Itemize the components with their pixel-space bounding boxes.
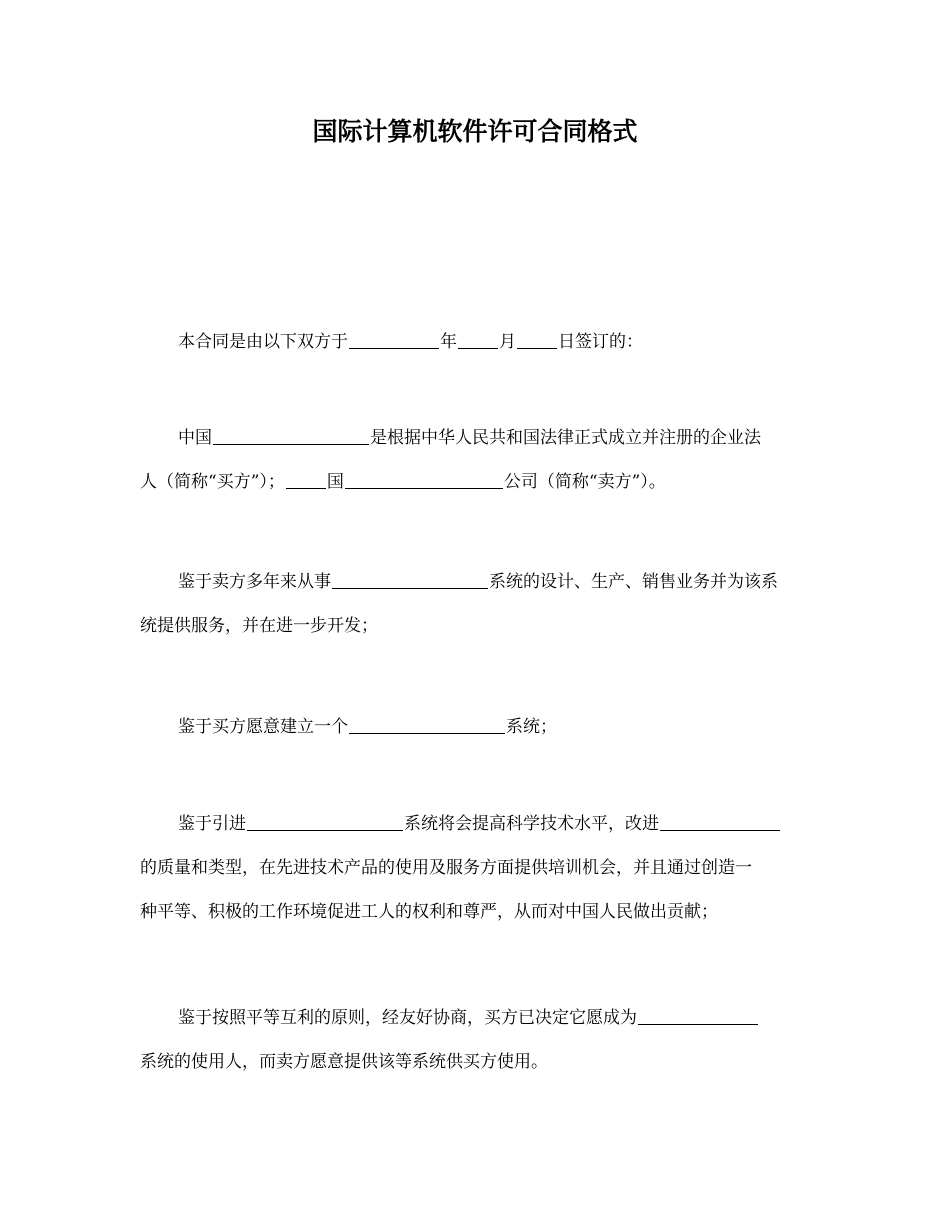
blank-seller-name-field <box>345 471 503 489</box>
paragraph-signing-date <box>140 320 812 364</box>
blank-buyer-name-field <box>213 427 369 445</box>
paragraph-line: 的质量和类型，在先进技术产品的使用及服务方面提供培训机会，并且通过创造一 <box>140 858 752 878</box>
text-segment: 中国 <box>178 428 212 448</box>
blank-day-field <box>517 331 557 349</box>
paragraph-line <box>140 705 812 749</box>
blank-system-field <box>349 716 505 734</box>
blank-system-field <box>247 813 403 831</box>
text-segment: 鉴于买方愿意建立一个 <box>178 717 348 737</box>
paragraph-line: 种平等、积极的工作环境促进工人的权利和尊严，从而对中国人民做出贡献； <box>140 902 718 922</box>
document-title: 国际计算机软件许可合同格式 <box>312 117 638 146</box>
paragraph-line <box>140 416 812 460</box>
paragraph-parties <box>140 416 812 504</box>
paragraph-buyer-recital <box>140 705 812 749</box>
text-segment: 鉴于引进 <box>178 814 246 834</box>
text-segment: 是根据中华人民共和国法律正式成立并注册的企业法 <box>370 428 761 448</box>
paragraph-line <box>140 320 812 364</box>
paragraph-seller-recital <box>140 560 812 648</box>
paragraph-line <box>140 802 812 846</box>
text-segment: 公司（简称“卖方”）。 <box>503 472 666 492</box>
text-segment: 鉴于按照平等互利的原则，经友好协商，买方已决定它愿成为 <box>178 1008 637 1028</box>
text-segment: 月 <box>499 332 516 352</box>
blank-system-field <box>332 571 488 589</box>
paragraph-line <box>140 996 812 1040</box>
blank-system-field <box>638 1007 758 1025</box>
text-segment: 系统的设计、生产、销售业务并为该系 <box>489 572 778 592</box>
text-segment: 本合同是由以下双方于 <box>178 332 348 352</box>
text-segment: 系统将会提高科学技术水平，改进 <box>404 814 659 834</box>
paragraph-line: 统提供服务，并在进一步开发； <box>140 616 378 636</box>
text-segment: 年 <box>440 332 457 352</box>
text-segment: 鉴于卖方多年来从事 <box>178 572 331 592</box>
text-segment: 人（简称“买方”）； <box>140 472 285 492</box>
blank-month-field <box>458 331 498 349</box>
blank-year-field <box>349 331 439 349</box>
text-segment: 日签订的： <box>558 332 643 352</box>
text-segment: 国 <box>326 472 344 492</box>
paragraph-introduction-recital <box>140 802 812 934</box>
paragraph-line: 系统的使用人，而卖方愿意提供该等系统供买方使用。 <box>140 1052 548 1072</box>
text-segment: 系统； <box>506 717 557 737</box>
paragraph-line <box>140 460 812 504</box>
blank-seller-country-field <box>286 471 326 489</box>
paragraph-mutual-benefit-recital <box>140 996 812 1084</box>
paragraph-line <box>140 560 812 604</box>
blank-product-field <box>660 813 780 831</box>
